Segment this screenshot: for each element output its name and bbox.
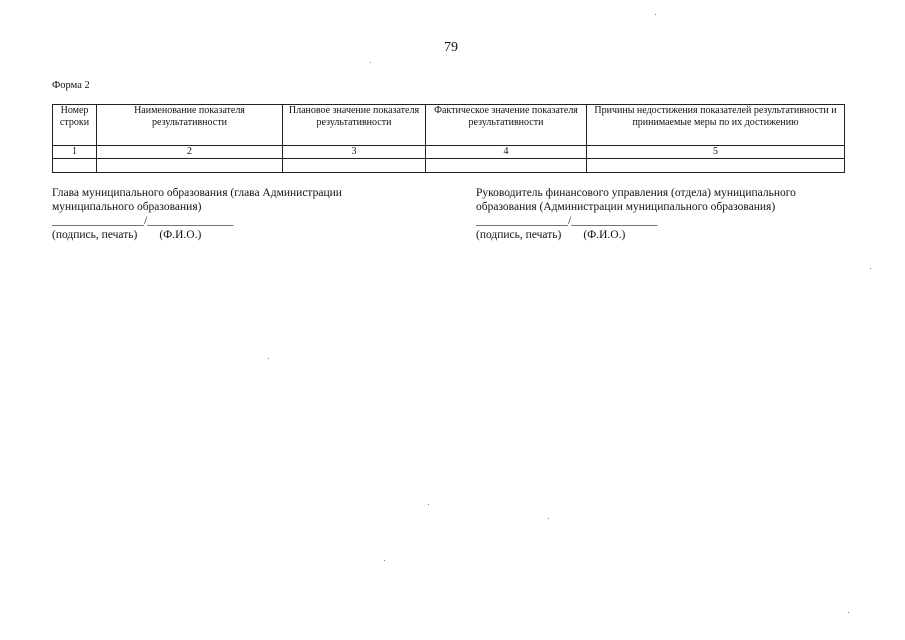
header-row-number: Номер строки [53,105,97,146]
table-cell [53,159,97,173]
table-cell [97,159,283,173]
signature-fill-line: ________________/_______________ [476,215,658,227]
signature-title-line: Руководитель финансового управления (отдела) муниципального [476,187,796,199]
column-number: 5 [587,146,845,159]
column-number: 1 [53,146,97,159]
table-row [53,159,845,173]
scan-speck [384,560,385,561]
signature-title-line: муниципального образования) [52,201,202,213]
scan-speck [848,612,849,613]
table-cell [283,159,426,173]
signature-title-line: Глава муниципального образования (глава Администрации [52,187,342,199]
signature-title-line: образования (Администрации муниципального образования) [476,201,776,213]
header-planned-value: Плановое значение показателя результативности [283,105,426,146]
scan-speck [655,14,656,15]
table-cell [587,159,845,173]
signature-block-head [52,186,412,242]
header-actual-value: Фактическое значение показателя результативности [426,105,587,146]
caption-signature: (подпись, печать) [476,229,562,241]
scan-speck [370,62,371,63]
table-header-row [53,105,845,146]
header-reasons: Причины недостижения показателей результативности и принимаемые меры по их достижению [587,105,845,146]
column-number: 3 [283,146,426,159]
scan-speck [268,358,269,359]
caption-full-name: (Ф.И.О.) [159,229,202,241]
scan-speck [870,268,871,269]
signature-fill-line: ________________/_______________ [52,215,234,227]
signature-captions [52,228,412,242]
scan-speck [548,518,549,519]
signature-captions [476,228,856,242]
table-cell [426,159,587,173]
header-indicator-name: Наименование показателя результативности [97,105,283,146]
column-number-row [53,146,845,159]
column-number: 2 [97,146,283,159]
scan-speck [428,504,429,505]
caption-full-name: (Ф.И.О.) [583,229,626,241]
signature-block-finance [476,186,856,242]
results-table [52,104,845,173]
page-number: 79 [444,40,458,55]
column-number: 4 [426,146,587,159]
caption-signature: (подпись, печать) [52,229,138,241]
form-label: Форма 2 [52,80,90,91]
